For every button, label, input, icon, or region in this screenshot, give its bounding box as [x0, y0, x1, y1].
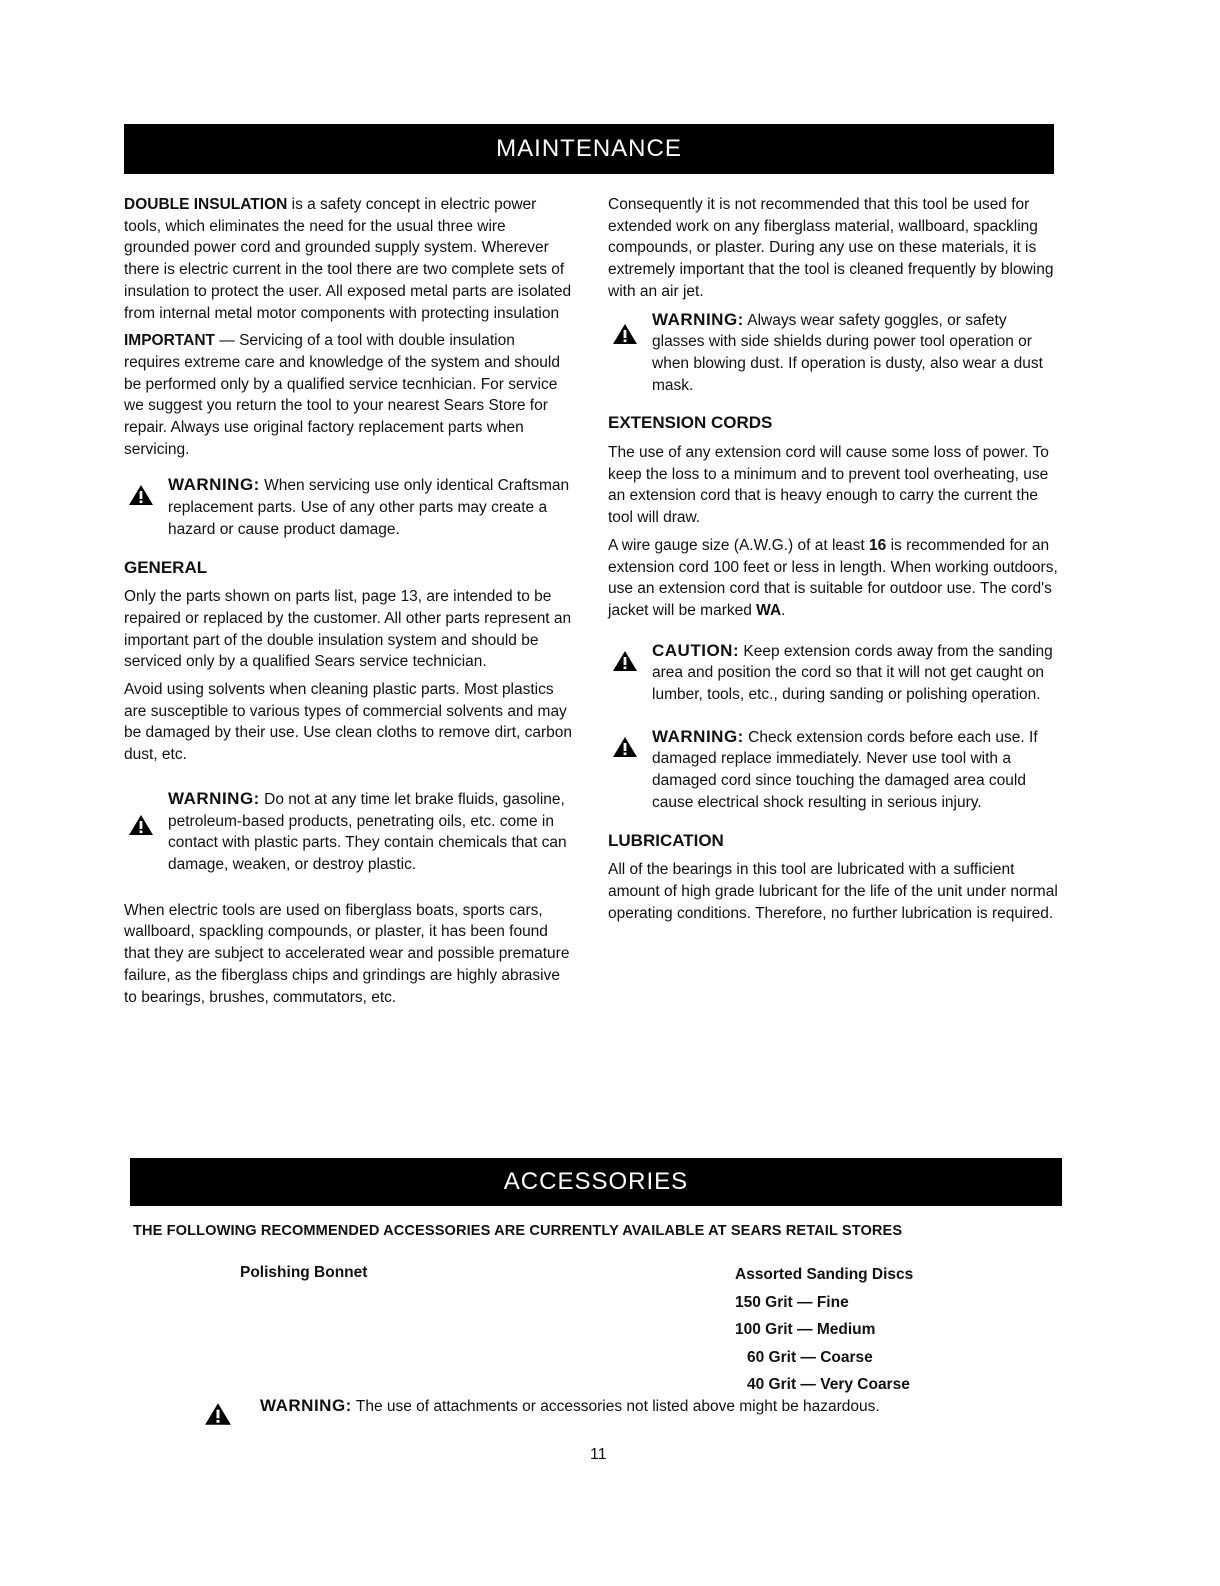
wire-gauge-value: 16: [869, 536, 887, 554]
warning-label: WARNING:: [168, 475, 260, 495]
general-paragraph-2: Avoid using solvents when cleaning plastic parts. Most plastics are susceptible to various types of commercial solvents and may be damaged by their use. Use clean cloths to remove dirt, carbon dust, etc.: [124, 681, 573, 764]
extension-cords-text-end: .: [781, 601, 786, 619]
lubrication-paragraph: All of the bearings in this tool are lubricated with a sufficient amount of high grade lubricant for the life of the unit under normal operating conditions. Therefore, no further lubrication is required.: [608, 861, 1058, 922]
accessories-banner: [130, 1158, 1062, 1206]
accessories-title: ACCESSORIES: [503, 1168, 689, 1195]
warning-text: Always wear safety goggles, or safety glasses with side shields during power tool operation or when blowing dust. If operation is dusty, also wear a dust mask.: [652, 311, 1043, 394]
warning-text: When servicing use only identical Craftsman replacement parts. Use of any other parts may create a hazard or cause product damage.: [168, 477, 570, 538]
extension-cords-text-b: is recommended for an extension cord 100 feet or less in length. When working outdoors, use an extension cord that is suitable for outdoor use. The cord's jacket will be marked: [608, 536, 1058, 619]
double-insulation-text: is a safety concept in electric power tools, which eliminates the need for the usual three wire grounded power cord and grounded supply system. Wherever there is electric current in the tool there are two complete sets of insulation to protect the user. All exposed metal parts are isolated from internal metal motor components with protecting insulation: [124, 196, 572, 322]
extension-cords-heading: EXTENSION CORDS: [608, 413, 773, 433]
warning-triangle-icon: [612, 323, 638, 345]
page-number: 11: [590, 1446, 607, 1463]
accessories-intro: THE FOLLOWING RECOMMENDED ACCESSORIES ARE CURRENTLY AVAILABLE AT SEARS RETAIL STORES: [133, 1223, 903, 1239]
maintenance-title: MAINTENANCE: [496, 135, 682, 162]
fiberglass-paragraph: When electric tools are used on fiberglass boats, sports cars, wallboard, spackling compounds, or plaster, it has been found that they are subject to accelerated wear and possible premature failure, as the fiberglass chips and grindings are highly abrasive to bearings, brushes, commutators, etc.: [124, 901, 570, 1006]
warning-triangle-icon: [204, 1402, 232, 1426]
warning-brake-fluids: [124, 788, 574, 876]
extension-cords-text-a: A wire gauge size (A.W.G.) of at least: [608, 536, 870, 554]
general-heading: GENERAL: [124, 557, 208, 577]
right-column: [608, 194, 1060, 930]
important-paragraph: [124, 330, 574, 460]
cord-jacket-mark: WA: [756, 601, 782, 619]
caution-text: Keep extension cords away from the sanding area and position the cord so that it will not get caught on lumber, tools, etc., during sanding or polishing operation.: [652, 642, 1053, 704]
warning-text: The use of attachments or accessories not listed above might be hazardous.: [351, 1398, 880, 1415]
warning-check-cords: [608, 726, 1060, 814]
warning-label: WARNING:: [652, 726, 744, 746]
extension-cords-paragraph-1: The use of any extension cord will cause some loss of power. To keep the loss to a minimum and to prevent tool overheating, use an extension cord that is heavy enough to carry the current the tool will draw.: [608, 444, 1049, 527]
warning-triangle-icon: [612, 736, 638, 758]
caution-label: CAUTION:: [652, 640, 740, 660]
warning-triangle-icon: [612, 650, 638, 672]
important-text: — Servicing of a tool with double insulation requires extreme care and knowledge of the system and should be performed only by a qualified service tecnhician. For service we suggest you return the tool to your nearest Sears Store for repair. Always use original factory replacement parts when servicing.: [124, 332, 560, 458]
warning-triangle-icon: [128, 484, 154, 506]
important-lead: IMPORTANT: [124, 332, 215, 350]
warning-label: WARNING:: [260, 1396, 352, 1415]
warning-text: Do not at any time let brake fluids, gasoline, petroleum-based products, penetrating oils, etc. come in contact with plastic parts. They contain chemicals that can damage, weaken, or destroy plastic.: [168, 790, 567, 873]
caution-extension-cords: [608, 640, 1060, 706]
accessory-polishing-bonnet: Polishing Bonnet: [240, 1264, 368, 1281]
warning-safety-goggles: [608, 309, 1060, 397]
warning-replacement-parts: [124, 474, 574, 540]
extension-cords-paragraph-2: [608, 535, 1060, 622]
sanding-discs-list: [735, 1261, 913, 1399]
consequently-paragraph: Consequently it is not recommended that this tool be used for extended work on any fiberglass material, wallboard, spackling compounds, or plaster. During any use on these materials, it is extremely important that the tool is cleaned frequently by blowing with an air jet.: [608, 196, 1054, 300]
disc-item: 100 Grit — Medium: [735, 1321, 876, 1338]
disc-item: 60 Grit — Coarse: [747, 1348, 873, 1366]
warning-text: Check extension cords before each use. If damaged replace immediately. Never use tool with a damaged cord since touching the damaged area could cause electrical shock resulting in serious injury.: [652, 728, 1038, 811]
warning-label: WARNING:: [652, 309, 744, 329]
accessories-warning: [204, 1396, 880, 1416]
lubrication-heading: LUBRICATION: [608, 830, 724, 850]
double-insulation-paragraph: [124, 194, 574, 324]
double-insulation-lead: DOUBLE INSULATION: [124, 196, 288, 213]
disc-item: 150 Grit — Fine: [735, 1293, 849, 1311]
general-paragraph-1: Only the parts shown on parts list, page 13, are intended to be repaired or replaced by the customer. All other parts represent an important part of the double insulation system and should be serviced only by a qualified Sears service technician.: [124, 588, 572, 671]
warning-label: WARNING:: [168, 788, 260, 808]
warning-triangle-icon: [128, 814, 154, 836]
maintenance-banner: [124, 124, 1054, 174]
sanding-discs-heading: Assorted Sanding Discs: [735, 1266, 914, 1283]
disc-item: 40 Grit — Very Coarse: [747, 1376, 910, 1393]
left-column: [124, 194, 574, 1014]
